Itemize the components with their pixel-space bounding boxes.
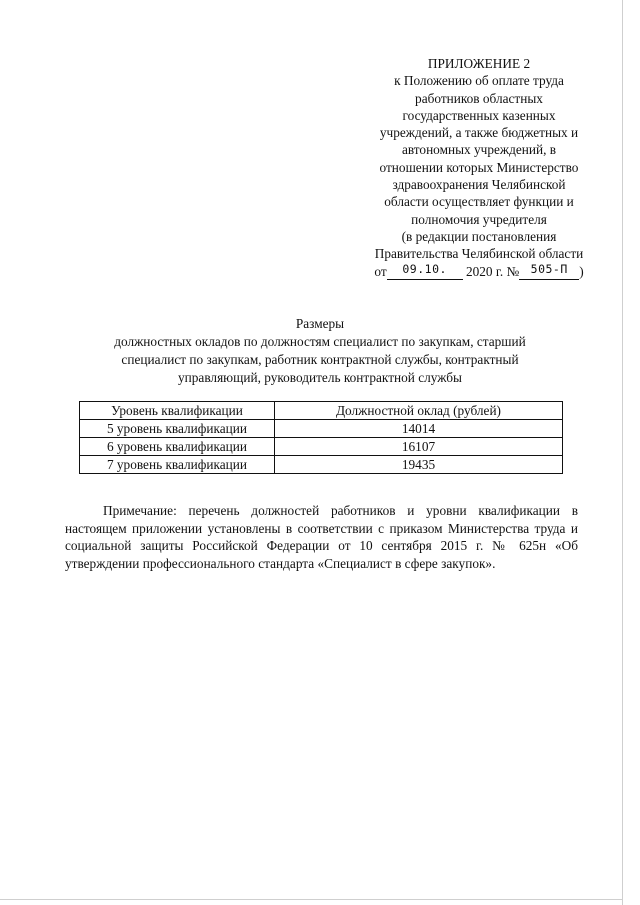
document-title: [60, 315, 580, 387]
date-prefix: от: [374, 263, 387, 279]
page-edge-bottom: [0, 899, 622, 900]
cell-salary: 14014: [275, 420, 563, 438]
title-heading: Размеры: [295, 316, 345, 331]
appendix-line: работников областных: [415, 90, 543, 106]
title-line: управляющий, руководитель контрактной службы: [178, 370, 462, 385]
number-field: [519, 261, 579, 280]
column-header-level: Уровень квалификации: [80, 402, 275, 420]
date-field: [387, 261, 463, 280]
salary-table: [79, 401, 563, 474]
table-row: [80, 420, 563, 438]
year-text: 2020 г. №: [465, 263, 520, 279]
cell-level: 6 уровень квалификации: [80, 438, 275, 456]
table-row: [80, 438, 563, 456]
appendix-line: полномочия учредителя: [411, 211, 547, 227]
cell-salary: 16107: [275, 438, 563, 456]
appendix-line: учреждений, а также бюджетных и: [379, 125, 579, 141]
appendix-line: здравоохранения Челябинской: [392, 177, 566, 193]
appendix-line: автономных учреждений, в: [401, 142, 557, 158]
decree-reference-line: [328, 263, 630, 280]
cell-level: 7 уровень квалификации: [80, 456, 275, 474]
cell-salary: 19435: [275, 456, 563, 474]
column-header-salary: Должностной оклад (рублей): [275, 402, 563, 420]
date-value: 09.10.: [402, 261, 447, 276]
note-paragraph: Примечание: перечень должностей работников и уровни квалификации в настоящем приложении установлены в соответствии с приказом Министерства труда и социальной защиты Российской Федерации от 10 сентября 2015 г. № 625н «Об утверждении профессионального стандарта «Специалист в сфере закупок».: [65, 503, 578, 572]
appendix-line: государственных казенных: [402, 107, 556, 123]
appendix-line: к Положению об оплате труда: [394, 73, 564, 89]
appendix-line: отношении которых Министерство: [379, 159, 579, 175]
closing-paren: ): [579, 263, 584, 279]
page-edge-right: [622, 0, 623, 905]
title-line: специалист по закупкам, работник контрактной службы, контрактный: [121, 352, 519, 367]
table-row: [80, 456, 563, 474]
appendix-title: ПРИЛОЖЕНИЕ 2: [427, 56, 531, 71]
number-value: 505-П: [530, 261, 568, 276]
title-line: должностных окладов по должностям специалист по закупкам, старший: [114, 334, 526, 349]
table-header-row: [80, 402, 563, 420]
appendix-line: области осуществляет функции и: [384, 194, 574, 210]
appendix-line: (в редакции постановления: [401, 228, 557, 244]
cell-level: 5 уровень квалификации: [80, 420, 275, 438]
appendix-header: [328, 55, 630, 280]
appendix-line: Правительства Челябинской области: [374, 246, 584, 262]
